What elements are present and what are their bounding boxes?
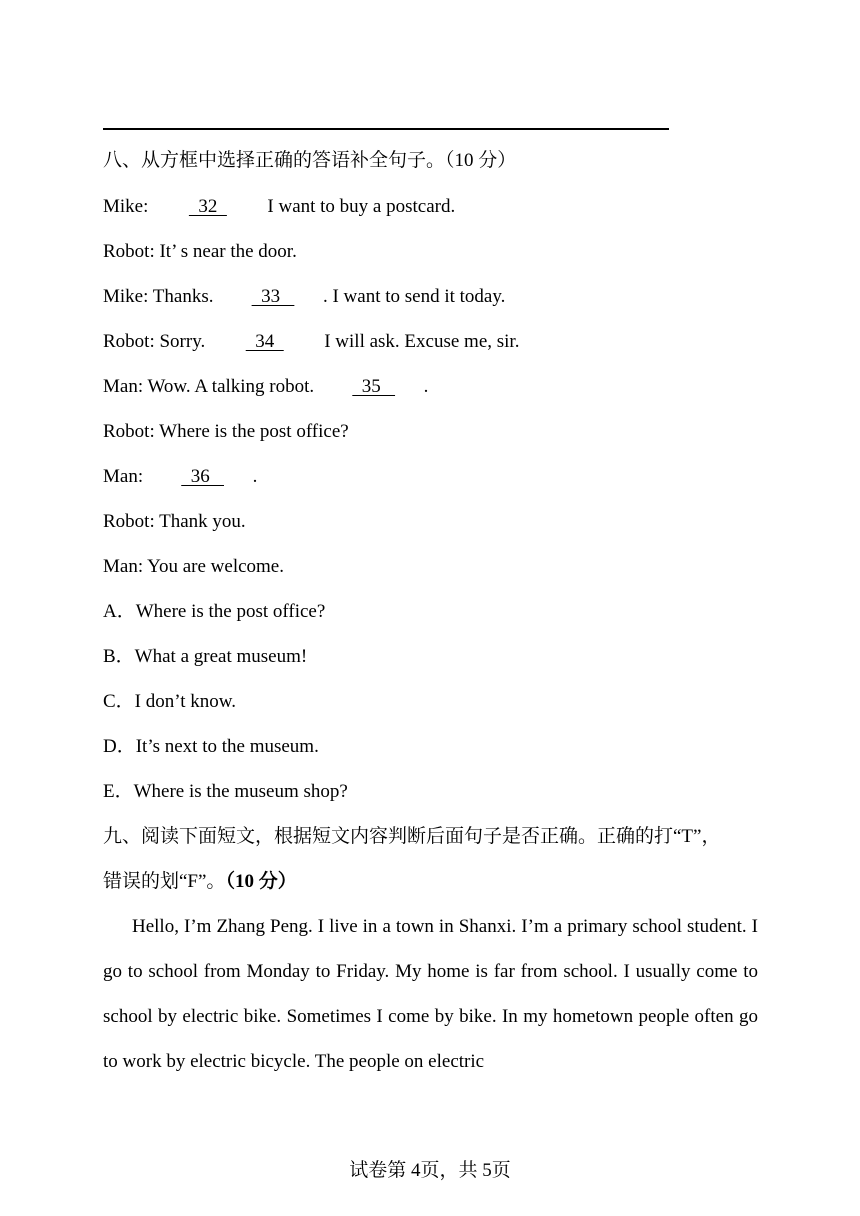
option-b: B．What a great museum! [103, 646, 308, 667]
section-9-title-line2: 错误的划“F”。（10 分） [103, 871, 297, 892]
dialogue-line-9: Man: You are welcome. [103, 556, 284, 577]
page-footer: 试卷第 4页，共 5页 [349, 1160, 511, 1181]
blank-33[interactable]: 33 [251, 286, 295, 307]
blank-34[interactable]: 34 [245, 331, 284, 352]
blank-36[interactable]: 36 [181, 466, 224, 487]
option-a: A．Where is the post office? [103, 601, 326, 622]
dialogue-line-3: Mike: Thanks. 33 . I want to send it today. [103, 286, 506, 307]
dialogue-line-7: Man: 36 . [103, 466, 258, 487]
blank-32[interactable]: 32 [188, 196, 227, 217]
reading-passage: Hello, I’m Zhang Peng. I live in a town in Shanxi. I’m a primary school student. I go to school from Monday to Friday. My home is far from school. I usually come to school by electric bike. Sometimes I come by bike. In my hometown people often go to work by electric bicycle. The people on electric [103, 916, 758, 1072]
option-c: C．I don’t know. [103, 691, 237, 712]
option-d: D．It’s next to the museum. [103, 736, 319, 757]
option-e: E．Where is the museum shop? [103, 781, 348, 802]
dialogue-line-2: Robot: It’ s near the door. [103, 241, 297, 262]
section-8-title: 八、从方框中选择正确的答语补全句子。（10 分） [103, 150, 517, 171]
section-9-title-line1: 九、阅读下面短文，根据短文内容判断后面句子是否正确。正确的打“T”， [103, 826, 721, 847]
dialogue-line-6: Robot: Where is the post office? [103, 421, 349, 442]
dialogue-line-4: Robot: Sorry. 34 I will ask. Excuse me, sir. [103, 331, 520, 352]
blank-35[interactable]: 35 [352, 376, 396, 397]
top-rule [103, 128, 669, 130]
dialogue-line-5: Man: Wow. A talking robot. 35 . [103, 376, 429, 397]
dialogue-line-1: Mike: 32 I want to buy a postcard. [103, 196, 456, 217]
dialogue-line-8: Robot: Thank you. [103, 511, 246, 532]
